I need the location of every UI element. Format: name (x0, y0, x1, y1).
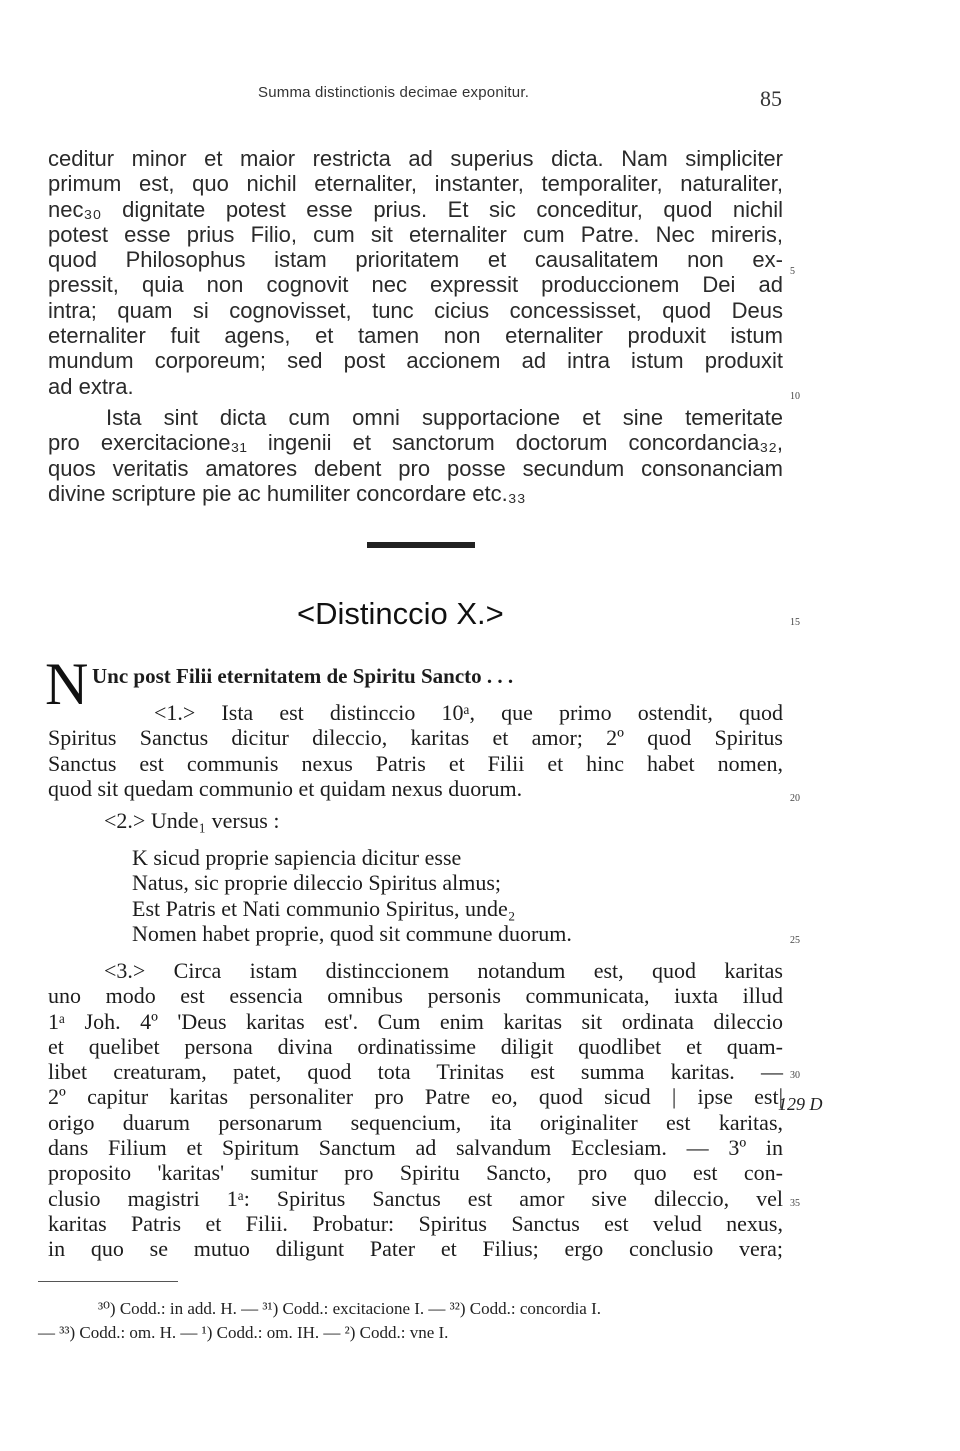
text-line: proposito 'karitas' sumitur pro Spiritu Sancto, pro quo est con- (48, 1160, 783, 1186)
line-number: 15 (790, 617, 800, 628)
text-line: nec₃₀ dignitate potest esse prius. Et sic conceditur, quod nichil (48, 196, 783, 222)
paragraph-5 (48, 958, 783, 1262)
footnote-divider (38, 1281, 178, 1282)
text-line: et quelibet persona divina ordinatissime diligit quodlibet et quam- (48, 1033, 783, 1059)
text-line: divine scripture pie ac humiliter concordare etc.₃₃ (48, 480, 526, 506)
text-line: in quo se mutuo diligunt Pater et Filius; ergo conclusio vera; (48, 1236, 783, 1262)
verse-line: Est Patris et Nati communio Spiritus, unde₂ (132, 895, 516, 921)
text-line: eternaliter fuit agens, et tamen non eternaliter produxit istum (48, 323, 783, 349)
paragraph-3 (48, 700, 783, 801)
text-line: primum est, quo nichil eternaliter, instanter, temporaliter, naturaliter, (48, 171, 783, 197)
text-line: quod Philosophus istam prioritatem et causalitatem non ex- (48, 247, 783, 273)
verse-line: Nomen habet proprie, quod sit commune duorum. (132, 920, 572, 946)
running-head: Summa distinctionis decimae exponitur. (258, 84, 530, 101)
text-line: quos veritatis amatores debent pro posse secundum consonanciam (48, 455, 783, 481)
text-line: mundum corporeum; sed post accionem ad intra istum produxit (48, 348, 783, 374)
text-line: <3.> Circa istam distinccionem notandum est, quod karitas (104, 958, 783, 983)
text-line: dans Filium et Spiritum Sanctum ad salvandum Ecclesiam. — 3º in (48, 1135, 783, 1161)
incipit: Unc post Filii eternitatem de Spiritu Sancto . . . (92, 664, 514, 688)
line-number: 5 (790, 266, 795, 277)
paragraph-2 (48, 405, 783, 506)
text-line: pro exercitacione₃₁ ingenii et sanctorum doctorum concordancia₃₂, (48, 430, 783, 456)
text-line: origo duarum personarum sequencium, ita originaliter est karitas, (48, 1109, 783, 1135)
footnotes (38, 1297, 778, 1345)
text-line: <1.> Ista est distinccio 10ᵃ, que primo ostendit, quod (154, 700, 783, 725)
paragraph-4 (48, 808, 783, 833)
page-number: 85 (760, 86, 782, 111)
marginal-reference: 129 D (778, 1094, 823, 1114)
verse-line: Natus, sic proprie dileccio Spiritus almus; (132, 870, 502, 896)
text-line: Spiritus Sanctus dicitur dileccio, karitas et amor; 2º quod Spiritus (48, 725, 783, 751)
footnote-line: ³⁰) Codd.: in add. H. — ³¹) Codd.: excitacione I. — ³²) Codd.: concordia I. (98, 1299, 602, 1318)
text-line: 1ᵃ Joh. 4º 'Deus karitas est'. Cum enim karitas sit ordinata dileccio (48, 1008, 783, 1034)
distinction-heading: <Distinccio X.> (297, 596, 504, 631)
text-line: ceditur minor et maior restricta ad superius dicta. Nam simpliciter (48, 146, 783, 171)
line-number: 10 (790, 391, 800, 402)
line-number: 20 (790, 793, 800, 804)
line-number: 35 (790, 1198, 800, 1209)
text-line: Ista sint dicta cum omni supportacione et sine temeritate (106, 405, 783, 430)
paragraph-1 (48, 146, 783, 399)
text-line: intra; quam si cognovisset, tunc cicius concessisset, quod Deus (48, 297, 783, 323)
text-line: clusio magistri 1ᵃ: Spiritus Sanctus est amor sive dileccio, vel (48, 1185, 783, 1211)
line-number: 30 (790, 1070, 800, 1081)
text-line: karitas Patris et Filii. Probatur: Spiritus Sanctus est velud nexus, (48, 1210, 783, 1236)
section-divider (367, 542, 475, 548)
text-line: pressit, quia non cognovit nec expressit produccionem Dei ad (48, 272, 783, 298)
text-line: potest esse prius Filio, cum sit eternaliter cum Patre. Nec mireris, (48, 221, 783, 247)
text-line: <2.> Unde₁ versus : (104, 808, 280, 833)
text-line: uno modo est essencia omnibus personis communicata, iuxta illud (48, 983, 783, 1009)
verse-line: K sicud proprie sapiencia dicitur esse (132, 845, 462, 870)
text-line: 2º capitur karitas personaliter pro Patre eo, quod sicud | ipse est| (48, 1084, 783, 1110)
text-line: Sanctus est communis nexus Patris et Filii et hinc habet nomen, (48, 750, 783, 776)
text-line: quod sit quedam communio et quidam nexus duorum. (48, 775, 523, 801)
initial-letter: N (45, 651, 89, 717)
text-line: libet creaturam, patet, quod tota Trinitas est summa karitas. — (48, 1059, 783, 1085)
verses (132, 845, 752, 946)
text-line: ad extra. (48, 373, 134, 399)
footnote-line: — ³³) Codd.: om. H. — ¹) Codd.: om. IH. — ²) Codd.: vne I. (38, 1323, 449, 1342)
line-number: 25 (790, 935, 800, 946)
